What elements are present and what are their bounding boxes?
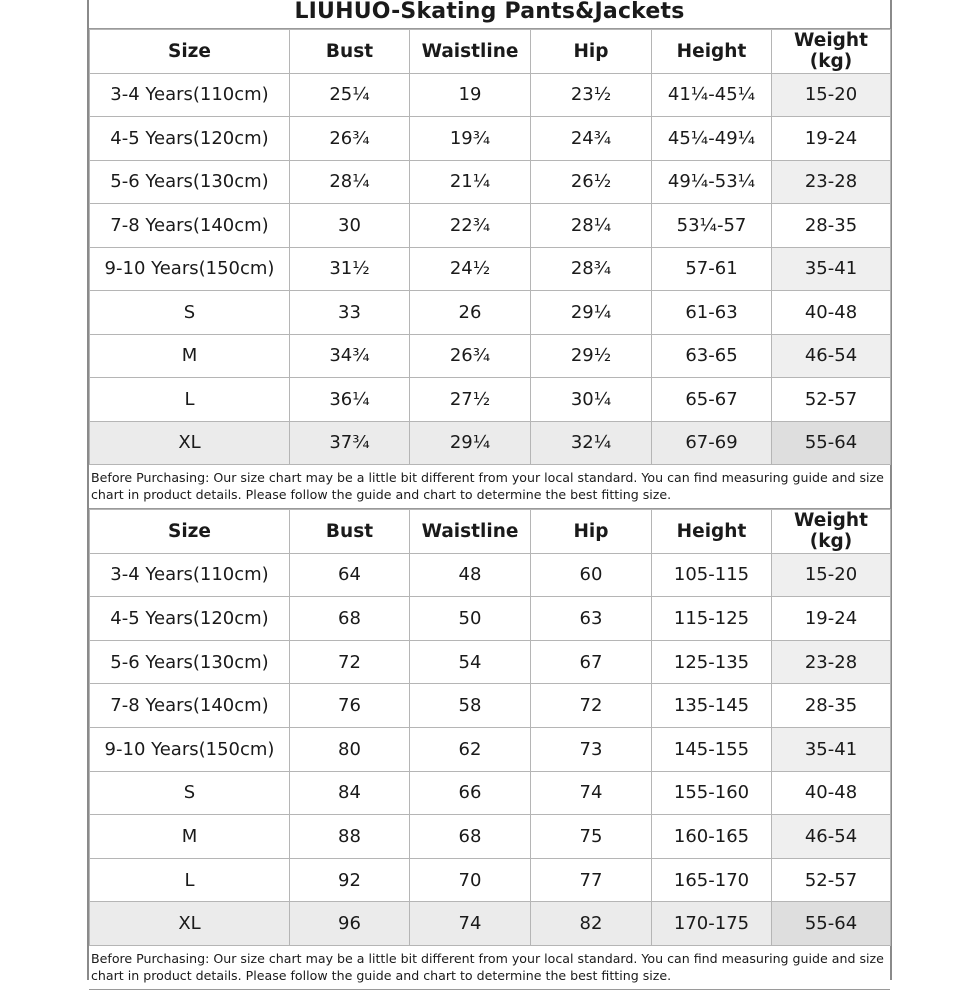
waistline-cell: 70	[410, 858, 531, 902]
weight-cell: 46-54	[772, 334, 891, 378]
header-bust: Bust	[290, 30, 410, 74]
weight-cell: 46-54	[772, 815, 891, 859]
waistline-cell: 48	[410, 553, 531, 597]
hip-cell: 74	[531, 771, 652, 815]
size-cell: 3-4 Years(110cm)	[90, 73, 290, 117]
header-hip: Hip	[531, 510, 652, 554]
height-cell: 65-67	[652, 378, 772, 422]
size-cell: L	[90, 378, 290, 422]
hip-cell: 30¼	[531, 378, 652, 422]
weight-cell: 28-35	[772, 204, 891, 248]
weight-cell: 19-24	[772, 117, 891, 161]
table-row	[90, 204, 891, 248]
waistline-cell: 19	[410, 73, 531, 117]
size-cell: 9-10 Years(150cm)	[90, 247, 290, 291]
weight-cell: 35-41	[772, 247, 891, 291]
weight-cell: 52-57	[772, 378, 891, 422]
table-row	[90, 728, 891, 772]
waistline-cell: 54	[410, 640, 531, 684]
table-row	[90, 640, 891, 684]
waistline-cell: 66	[410, 771, 531, 815]
table-row	[90, 771, 891, 815]
bust-cell: 33	[290, 291, 410, 335]
table-row	[90, 858, 891, 902]
height-cell: 160-165	[652, 815, 772, 859]
table-row	[90, 334, 891, 378]
header-height: Height	[652, 510, 772, 554]
waistline-cell: 68	[410, 815, 531, 859]
table-row	[90, 378, 891, 422]
bust-cell: 72	[290, 640, 410, 684]
height-cell: 63-65	[652, 334, 772, 378]
height-cell: 53¼-57	[652, 204, 772, 248]
table-header-row	[90, 30, 891, 74]
bust-cell: 34¾	[290, 334, 410, 378]
table-row	[90, 117, 891, 161]
hip-cell: 28¼	[531, 204, 652, 248]
weight-cell: 52-57	[772, 858, 891, 902]
size-cell: 3-4 Years(110cm)	[90, 553, 290, 597]
size-cell: 4-5 Years(120cm)	[90, 117, 290, 161]
waistline-cell: 50	[410, 597, 531, 641]
hip-cell: 72	[531, 684, 652, 728]
size-cell: 9-10 Years(150cm)	[90, 728, 290, 772]
chart-title: LIUHUO-Skating Pants&Jackets	[89, 0, 890, 29]
weight-cell: 55-64	[772, 421, 891, 465]
waistline-cell: 26	[410, 291, 531, 335]
height-cell: 125-135	[652, 640, 772, 684]
size-chart	[87, 0, 892, 984]
height-cell: 170-175	[652, 902, 772, 946]
table-row	[90, 815, 891, 859]
size-cell: 5-6 Years(130cm)	[90, 640, 290, 684]
size-cell: 7-8 Years(140cm)	[90, 684, 290, 728]
weight-cell: 40-48	[772, 291, 891, 335]
table-header-row	[90, 510, 891, 554]
height-cell: 45¼-49¼	[652, 117, 772, 161]
weight-cell: 19-24	[772, 597, 891, 641]
bust-cell: 84	[290, 771, 410, 815]
hip-cell: 75	[531, 815, 652, 859]
header-size: Size	[90, 30, 290, 74]
bust-cell: 96	[290, 902, 410, 946]
bust-cell: 25¼	[290, 73, 410, 117]
waistline-cell: 27½	[410, 378, 531, 422]
table-row	[90, 553, 891, 597]
header-height: Height	[652, 30, 772, 74]
height-cell: 145-155	[652, 728, 772, 772]
height-cell: 49¼-53¼	[652, 160, 772, 204]
inch-size-table	[89, 29, 891, 465]
table-row	[90, 291, 891, 335]
bust-cell: 76	[290, 684, 410, 728]
bust-cell: 30	[290, 204, 410, 248]
table-row	[90, 247, 891, 291]
hip-cell: 29½	[531, 334, 652, 378]
waistline-cell: 22¾	[410, 204, 531, 248]
hip-cell: 23½	[531, 73, 652, 117]
table-row	[90, 597, 891, 641]
waistline-cell: 58	[410, 684, 531, 728]
weight-cell: 15-20	[772, 553, 891, 597]
height-cell: 115-125	[652, 597, 772, 641]
bust-cell: 88	[290, 815, 410, 859]
waistline-cell: 62	[410, 728, 531, 772]
bust-cell: 31½	[290, 247, 410, 291]
cm-size-table	[89, 509, 891, 946]
weight-cell: 35-41	[772, 728, 891, 772]
height-cell: 135-145	[652, 684, 772, 728]
waistline-cell: 29¼	[410, 421, 531, 465]
waistline-cell: 21¼	[410, 160, 531, 204]
weight-cell: 28-35	[772, 684, 891, 728]
bust-cell: 68	[290, 597, 410, 641]
bust-cell: 37¾	[290, 421, 410, 465]
height-cell: 41¼-45¼	[652, 73, 772, 117]
purchase-note: Before Purchasing: Our size chart may be a little bit different from your local standard. You can find measuring guide and size chart in product details. Please follow the guide and chart to determine the best fitting size.	[89, 465, 890, 509]
hip-cell: 24¾	[531, 117, 652, 161]
size-cell: 7-8 Years(140cm)	[90, 204, 290, 248]
size-cell: M	[90, 334, 290, 378]
weight-cell: 23-28	[772, 640, 891, 684]
header-bust: Bust	[290, 510, 410, 554]
table-row	[90, 421, 891, 465]
hip-cell: 28¾	[531, 247, 652, 291]
hip-cell: 82	[531, 902, 652, 946]
waistline-cell: 74	[410, 902, 531, 946]
header-weight: Weight (kg)	[772, 510, 891, 554]
hip-cell: 26½	[531, 160, 652, 204]
header-waistline: Waistline	[410, 510, 531, 554]
weight-cell: 15-20	[772, 73, 891, 117]
hip-cell: 63	[531, 597, 652, 641]
weight-cell: 40-48	[772, 771, 891, 815]
size-cell: XL	[90, 421, 290, 465]
header-hip: Hip	[531, 30, 652, 74]
size-cell: 4-5 Years(120cm)	[90, 597, 290, 641]
table-row	[90, 902, 891, 946]
weight-cell: 55-64	[772, 902, 891, 946]
header-weight: Weight (kg)	[772, 30, 891, 74]
size-cell: L	[90, 858, 290, 902]
size-cell: XL	[90, 902, 290, 946]
bust-cell: 64	[290, 553, 410, 597]
hip-cell: 77	[531, 858, 652, 902]
bust-cell: 92	[290, 858, 410, 902]
height-cell: 61-63	[652, 291, 772, 335]
height-cell: 165-170	[652, 858, 772, 902]
header-size: Size	[90, 510, 290, 554]
waistline-cell: 24½	[410, 247, 531, 291]
weight-cell: 23-28	[772, 160, 891, 204]
height-cell: 57-61	[652, 247, 772, 291]
hip-cell: 32¼	[531, 421, 652, 465]
hip-cell: 29¼	[531, 291, 652, 335]
hip-cell: 60	[531, 553, 652, 597]
height-cell: 155-160	[652, 771, 772, 815]
bust-cell: 80	[290, 728, 410, 772]
table-row	[90, 684, 891, 728]
waistline-cell: 19¾	[410, 117, 531, 161]
bust-cell: 36¼	[290, 378, 410, 422]
height-cell: 105-115	[652, 553, 772, 597]
table-row	[90, 73, 891, 117]
waistline-cell: 26¾	[410, 334, 531, 378]
header-waistline: Waistline	[410, 30, 531, 74]
hip-cell: 67	[531, 640, 652, 684]
hip-cell: 73	[531, 728, 652, 772]
size-cell: S	[90, 291, 290, 335]
height-cell: 67-69	[652, 421, 772, 465]
size-cell: S	[90, 771, 290, 815]
size-cell: 5-6 Years(130cm)	[90, 160, 290, 204]
bust-cell: 26¾	[290, 117, 410, 161]
table-row	[90, 160, 891, 204]
size-cell: M	[90, 815, 290, 859]
purchase-note-bottom: Before Purchasing: Our size chart may be a little bit different from your local standard. You can find measuring guide and size chart in product details. Please follow the guide and chart to determine the best fitting size.	[89, 946, 890, 990]
bust-cell: 28¼	[290, 160, 410, 204]
